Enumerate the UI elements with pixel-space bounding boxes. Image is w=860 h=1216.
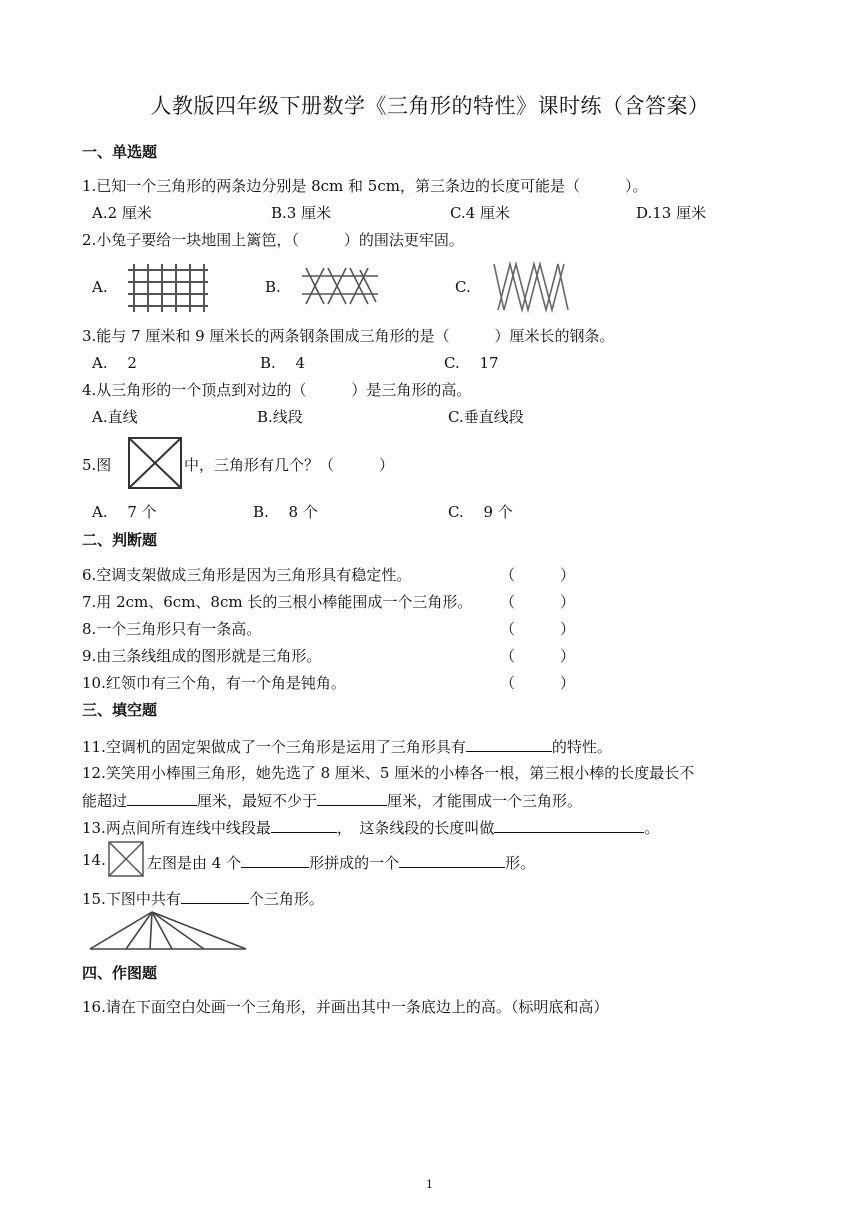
question-13-text-a: 13.两点间所有连线中线段最 [82, 819, 271, 837]
question-11-blank[interactable] [466, 735, 552, 752]
question-13-blank-2[interactable] [494, 816, 644, 833]
question-14-text-c: 形。 [505, 854, 536, 872]
question-14-number: 14. [82, 851, 106, 869]
question-4-option-a[interactable]: A.直线 [92, 408, 138, 426]
question-15-text-b: 个三角形。 [248, 890, 324, 908]
question-10-text: 10.红领巾有三个角，有一个角是钝角。 [82, 674, 346, 692]
question-15 [82, 887, 324, 909]
question-1-option-b[interactable]: B.3 厘米 [271, 204, 332, 222]
question-13-text-b: ， 这条线段的长度叫做 [336, 819, 495, 837]
question-2-text: 2.小兔子要给一块地围上篱笆，（ ）的围法更牢固。 [82, 231, 464, 249]
question-11-tail: 的特性。 [551, 738, 612, 756]
question-12-line1: 12.笑笑用小棒围三角形，她先选了 8 厘米、5 厘米的小棒各一根，第三根小棒的长度最长不 [82, 764, 695, 782]
fence-cross-hatch-figure [300, 266, 380, 306]
section-heading-drawing: 四、作图题 [82, 964, 158, 982]
question-5-suffix: 中，三角形有几个？（ ） [184, 456, 395, 474]
page-number: 1 [426, 1178, 433, 1191]
question-3-option-b[interactable]: B. 4 [260, 354, 306, 372]
drawing-area[interactable] [82, 1030, 782, 1160]
question-8-text: 8.一个三角形只有一条高。 [82, 620, 262, 638]
question-7-text: 7.用 2cm、6cm、8cm 长的三根小棒能围成一个三角形。 [82, 593, 473, 611]
fence-square-grid-figure [128, 262, 208, 314]
question-8-answer-paren[interactable]: （ ） [500, 620, 576, 638]
question-14-blank-2[interactable] [399, 851, 505, 868]
fan-triangle-figure [88, 910, 248, 952]
question-13-blank-1[interactable] [271, 816, 337, 833]
question-13-text-c: 。 [644, 819, 660, 837]
question-12-blank-max[interactable] [127, 789, 197, 806]
square-with-diagonals-figure [128, 437, 182, 489]
question-14-blank-1[interactable] [241, 851, 309, 868]
question-5-option-c[interactable]: C. 9 个 [448, 503, 513, 521]
section-heading-single-choice: 一、单选题 [82, 143, 158, 161]
question-3-option-a[interactable]: A. 2 [92, 354, 137, 372]
question-6-answer-paren[interactable]: （ ） [500, 566, 576, 584]
question-5-option-b[interactable]: B. 8 个 [253, 503, 318, 521]
section-heading-fill-blank: 三、填空题 [82, 701, 158, 719]
question-14 [147, 851, 535, 873]
question-12-text-c: 厘米，才能围成一个三角形。 [387, 792, 583, 810]
question-16-text: 16.请在下面空白处画一个三角形，并画出其中一条底边上的高。（标明底和高） [82, 998, 609, 1016]
question-9-text: 9.由三条线组成的图形就是三角形。 [82, 647, 322, 665]
question-12-text-b: 厘米，最短不少于 [197, 792, 318, 810]
question-3-text: 3.能与 7 厘米和 9 厘米长的两条钢条围成三角形的是（ ）厘米长的钢条。 [82, 327, 615, 345]
question-1-option-d[interactable]: D.13 厘米 [636, 204, 707, 222]
question-12-text-a: 能超过 [82, 792, 128, 810]
question-13 [82, 816, 659, 838]
question-5-prefix: 5.图 [82, 456, 112, 474]
section-heading-true-false: 二、判断题 [82, 531, 158, 549]
question-2-option-a[interactable]: A. [92, 278, 108, 296]
question-1-option-c[interactable]: C.4 厘米 [450, 204, 511, 222]
question-14-text-b: 形拼成的一个 [309, 854, 400, 872]
question-2-option-c[interactable]: C. [455, 278, 471, 296]
question-12-blank-min[interactable] [317, 789, 387, 806]
question-15-text-a: 15.下图中共有 [82, 890, 181, 908]
small-square-diagonals-figure [108, 841, 144, 877]
question-10-answer-paren[interactable]: （ ） [500, 674, 576, 692]
question-11-text: 11.空调机的固定架做成了一个三角形是运用了三角形具有 [82, 738, 466, 756]
question-4-option-b[interactable]: B.线段 [257, 408, 303, 426]
question-1-option-a[interactable]: A.2 厘米 [92, 204, 152, 222]
question-11 [82, 735, 612, 757]
question-4-text: 4.从三角形的一个顶点到对边的（ ）是三角形的高。 [82, 381, 472, 399]
fence-triangle-zigzag-figure [490, 262, 572, 312]
question-15-blank[interactable] [181, 887, 249, 904]
question-12-line2 [82, 789, 582, 811]
question-2-option-b[interactable]: B. [265, 278, 281, 296]
question-5-option-a[interactable]: A. 7 个 [92, 503, 157, 521]
question-6-text: 6.空调支架做成三角形是因为三角形具有稳定性。 [82, 566, 412, 584]
question-4-option-c[interactable]: C.垂直线段 [448, 408, 524, 426]
question-1-text: 1.已知一个三角形的两条边分别是 8cm 和 5cm，第三条边的长度可能是（ ）。 [82, 177, 648, 195]
question-9-answer-paren[interactable]: （ ） [500, 647, 576, 665]
question-3-option-c[interactable]: C. 17 [444, 354, 499, 372]
question-7-answer-paren[interactable]: （ ） [500, 593, 576, 611]
page-title: 人教版四年级下册数学《三角形的特性》课时练（含答案） [150, 94, 710, 118]
question-14-text-a: 左图是由 4 个 [147, 854, 242, 872]
